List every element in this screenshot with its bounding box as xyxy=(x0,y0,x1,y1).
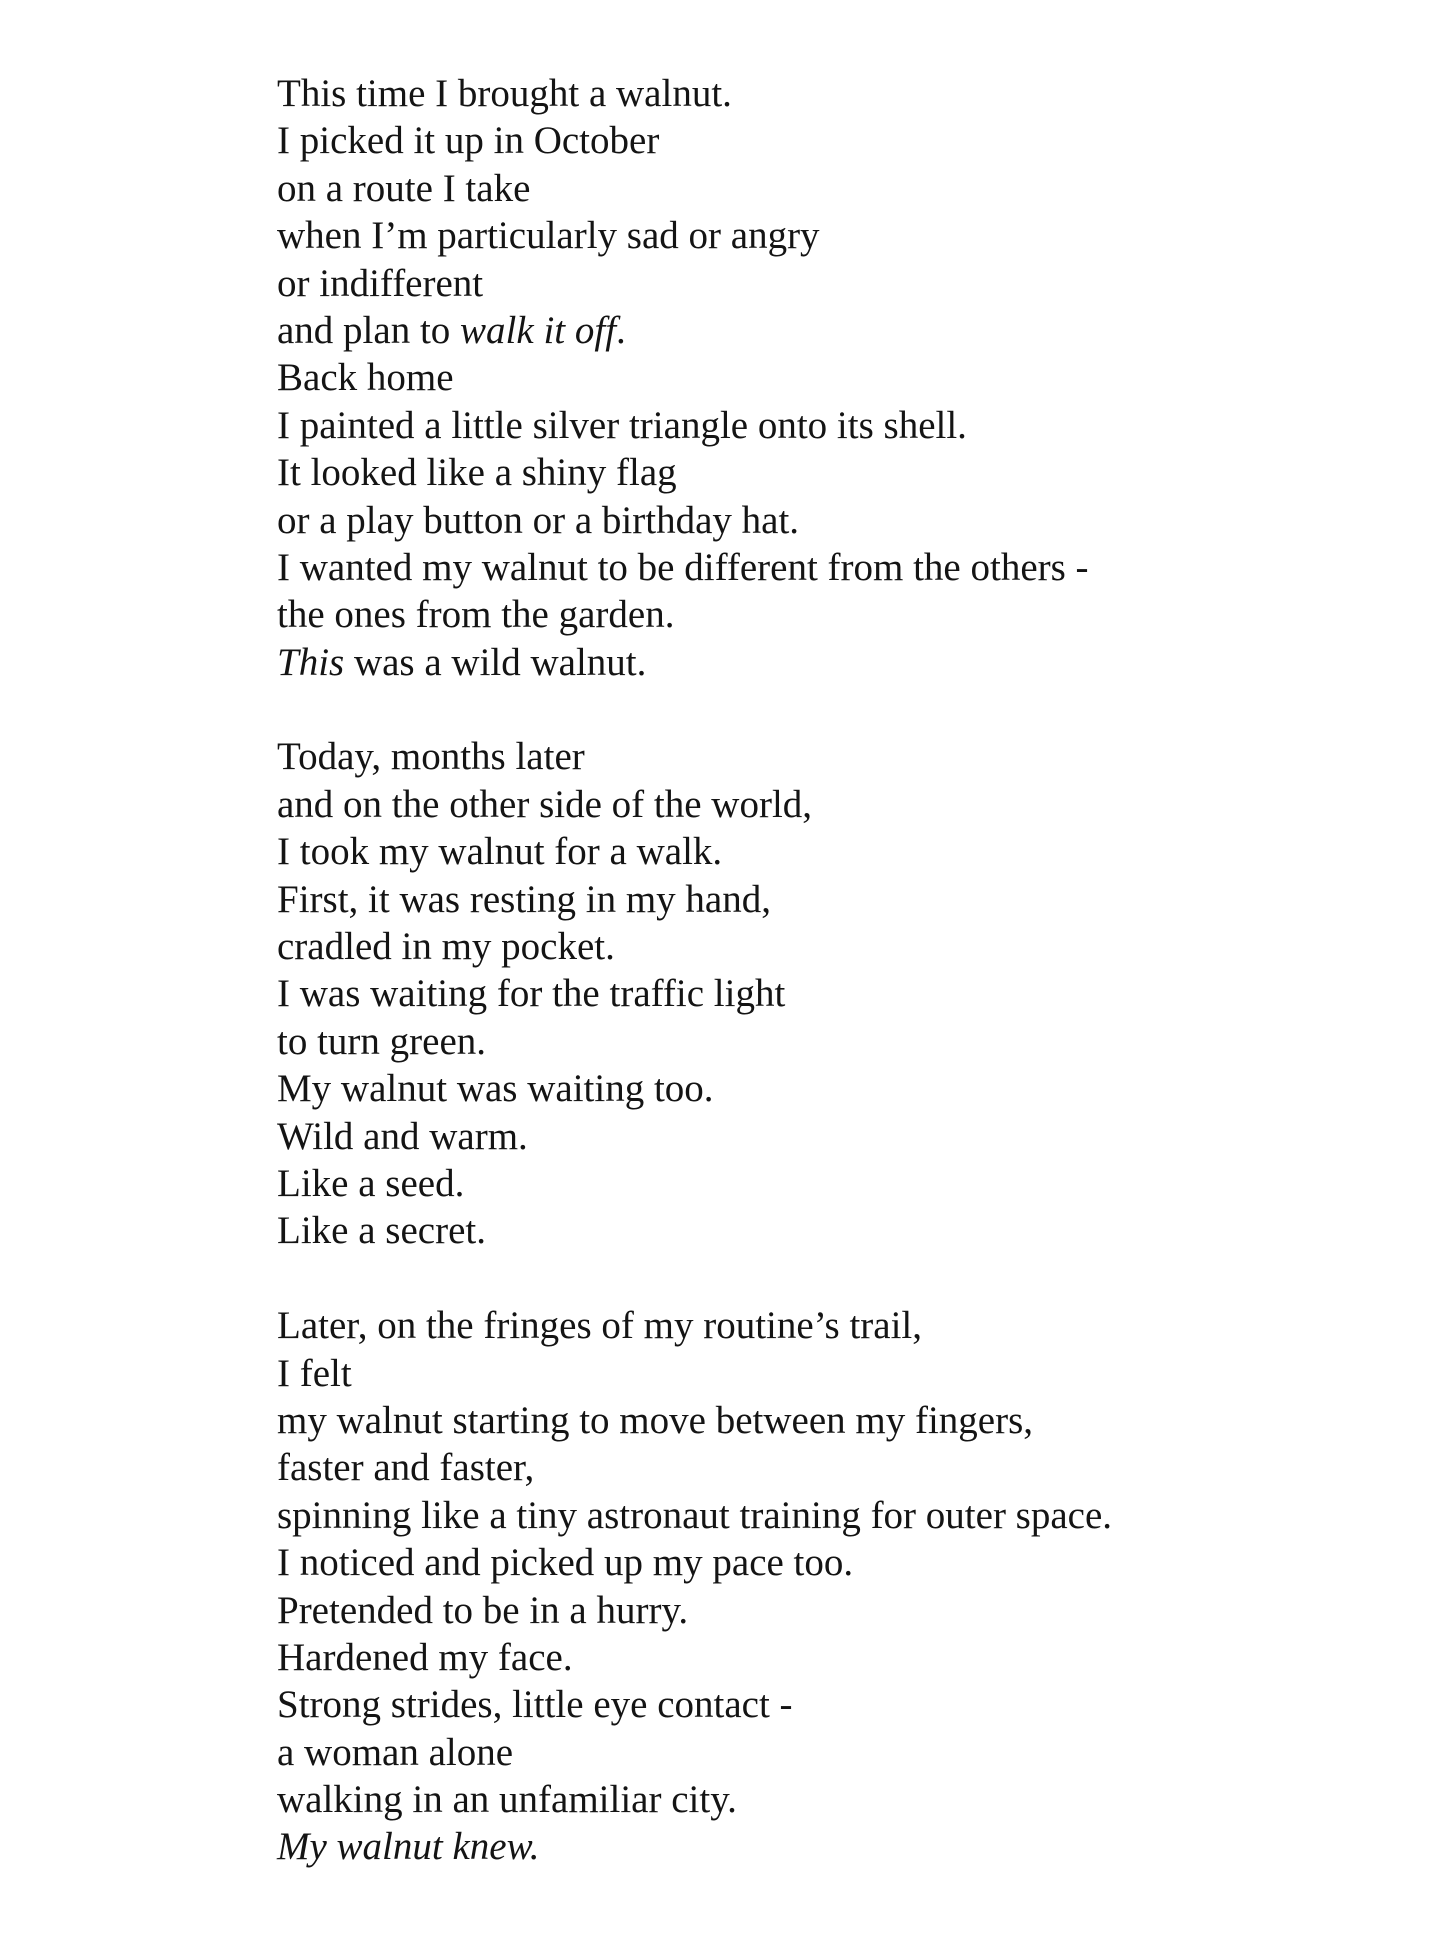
poem-line xyxy=(277,1018,1397,1065)
poem-line xyxy=(277,1539,1397,1586)
line-text: . xyxy=(616,308,626,352)
poem-line xyxy=(277,260,1397,307)
poem-line xyxy=(277,1587,1397,1634)
italic-text: walk it off xyxy=(460,308,617,352)
line-text: was a wild walnut. xyxy=(344,640,647,684)
poem-line xyxy=(277,117,1397,164)
italic-text: This xyxy=(277,640,345,684)
line-text: or indifferent xyxy=(277,261,484,305)
stanza-break xyxy=(277,686,1397,733)
stanza xyxy=(277,733,1397,1254)
line-text: spinning like a tiny astronaut training for outer space. xyxy=(277,1493,1113,1537)
poem-line xyxy=(277,1207,1397,1254)
line-text: to turn green. xyxy=(277,1019,487,1063)
line-text: Like a secret. xyxy=(277,1209,486,1253)
line-text: I was waiting for the traffic light xyxy=(277,972,786,1016)
line-text: This time I brought a walnut. xyxy=(277,72,732,115)
poem-line xyxy=(277,1729,1397,1776)
poem-line xyxy=(277,1492,1397,1539)
poem-line xyxy=(277,970,1397,1017)
line-text: It looked like a shiny flag xyxy=(277,451,677,495)
poem-line xyxy=(277,781,1397,828)
stanza-break xyxy=(277,1255,1397,1302)
line-text: I felt xyxy=(277,1351,352,1395)
line-text: I wanted my walnut to be different from the others - xyxy=(277,545,1089,589)
poem-line xyxy=(277,354,1397,401)
poem-line xyxy=(277,1302,1397,1349)
line-text: Like a seed. xyxy=(277,1161,465,1205)
line-text: I noticed and picked up my pace too. xyxy=(277,1541,854,1585)
line-text: on a route I take xyxy=(277,166,531,210)
poem-line xyxy=(277,70,1397,117)
poem-line xyxy=(277,449,1397,496)
line-text: I painted a little silver triangle onto its shell. xyxy=(277,403,967,447)
poem-line xyxy=(277,497,1397,544)
poem-line xyxy=(277,1444,1397,1491)
stanza xyxy=(277,70,1397,686)
line-text: Strong strides, little eye contact - xyxy=(277,1683,793,1727)
stanza xyxy=(277,1302,1397,1871)
poem-line xyxy=(277,1160,1397,1207)
line-text: the ones from the garden. xyxy=(277,593,675,637)
poem-line xyxy=(277,544,1397,591)
poem-line xyxy=(277,591,1397,638)
line-text: my walnut starting to move between my fingers, xyxy=(277,1398,1034,1442)
line-text: Pretended to be in a hurry. xyxy=(277,1588,689,1632)
poem-line xyxy=(277,1681,1397,1728)
line-text: when I’m particularly sad or angry xyxy=(277,214,820,258)
poem-line xyxy=(277,828,1397,875)
line-text: and plan to xyxy=(277,308,461,352)
line-text: I took my walnut for a walk. xyxy=(277,830,723,874)
poem-line xyxy=(277,165,1397,212)
line-text: Later, on the fringes of my routine’s trail, xyxy=(277,1304,923,1348)
poem-line xyxy=(277,876,1397,923)
line-text: First, it was resting in my hand, xyxy=(277,877,771,921)
line-text: Wild and warm. xyxy=(277,1114,528,1158)
poem-line xyxy=(277,1113,1397,1160)
line-text: Today, months later xyxy=(277,735,585,779)
line-text: cradled in my pocket. xyxy=(277,925,615,969)
line-text: Hardened my face. xyxy=(277,1635,573,1679)
poem-line xyxy=(277,402,1397,449)
poem-line xyxy=(277,1397,1397,1444)
poem-line xyxy=(277,1350,1397,1397)
poem-line xyxy=(277,923,1397,970)
poem-line xyxy=(277,1634,1397,1681)
line-text: Back home xyxy=(277,356,454,400)
poem-line xyxy=(277,307,1397,354)
poem-line xyxy=(277,212,1397,259)
poem-line xyxy=(277,1065,1397,1112)
poem-line xyxy=(277,733,1397,780)
italic-text: My walnut knew. xyxy=(277,1825,540,1869)
poem-line xyxy=(277,1776,1397,1823)
line-text: and on the other side of the world, xyxy=(277,782,813,826)
poem-body xyxy=(277,70,1397,1871)
line-text: or a play button or a birthday hat. xyxy=(277,498,800,542)
line-text: a woman alone xyxy=(277,1730,514,1774)
line-text: My walnut was waiting too. xyxy=(277,1067,714,1111)
poem-line xyxy=(277,639,1397,686)
line-text: faster and faster, xyxy=(277,1446,535,1490)
line-text: I picked it up in October xyxy=(277,119,660,163)
poem-line xyxy=(277,1823,1397,1870)
line-text: walking in an unfamiliar city. xyxy=(277,1778,737,1822)
